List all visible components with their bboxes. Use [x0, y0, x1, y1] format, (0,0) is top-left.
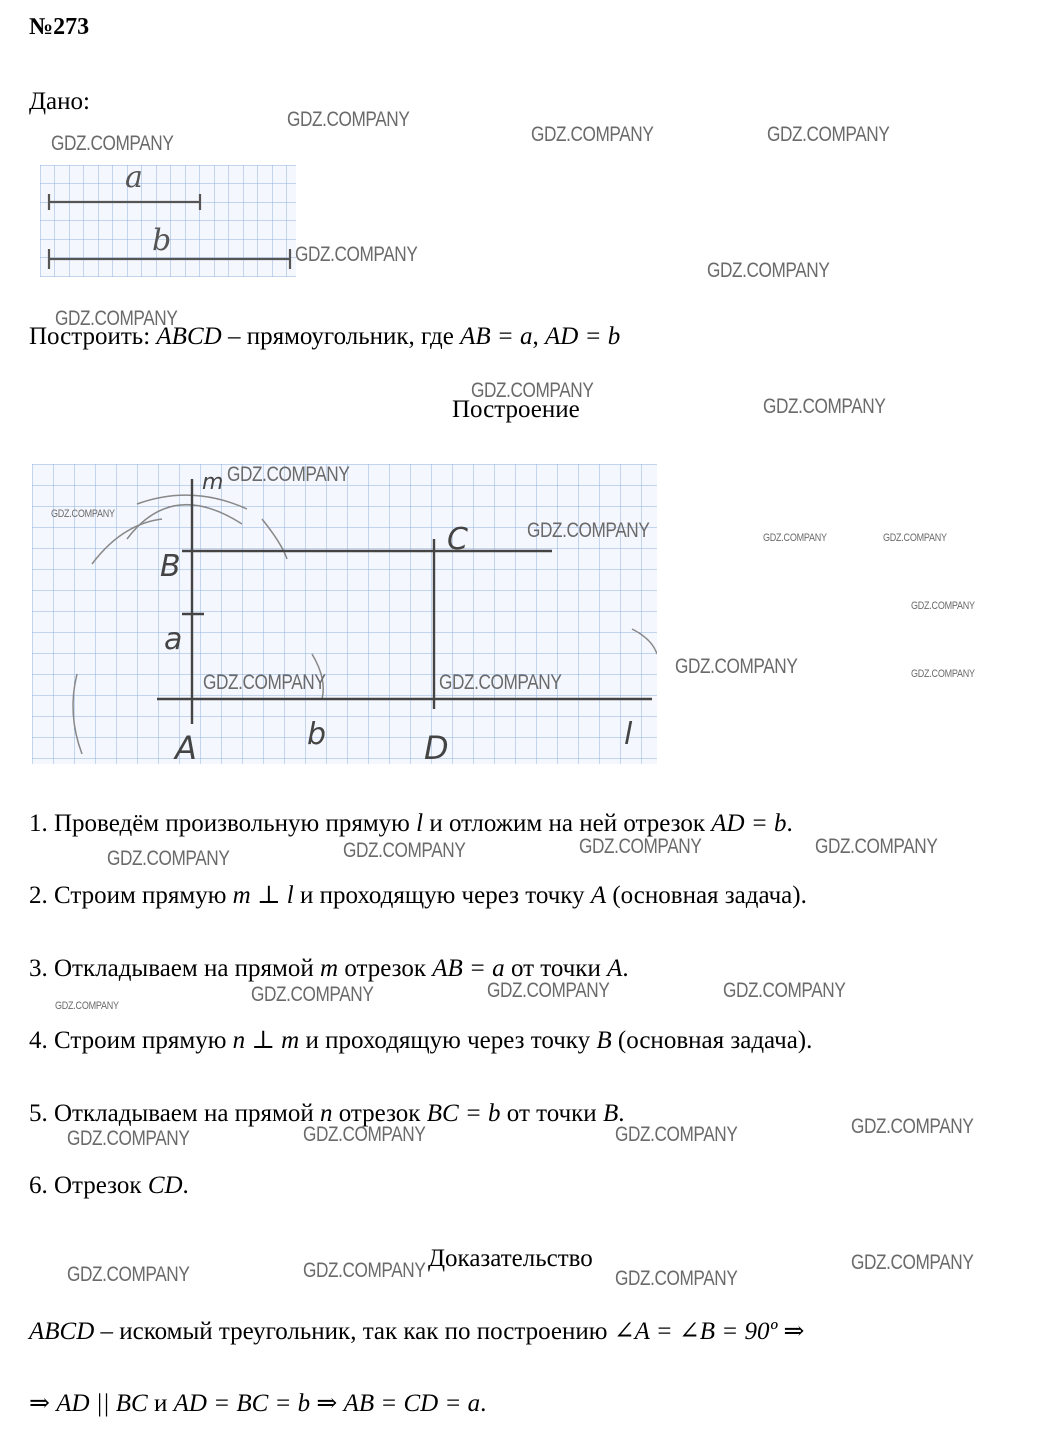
watermark: GDZ.COMPANY	[67, 1127, 190, 1150]
label-l: l	[624, 717, 633, 752]
watermark: GDZ.COMPANY	[227, 463, 350, 486]
construct-comma: ,	[532, 323, 546, 350]
watermark: GDZ.COMPANY	[851, 1115, 974, 1138]
watermark: GDZ.COMPANY	[67, 1263, 190, 1286]
watermark: GDZ.COMPANY	[851, 1251, 974, 1274]
watermark: GDZ.COMPANY	[911, 668, 975, 680]
watermark: GDZ.COMPANY	[527, 519, 650, 542]
label-B: B	[160, 549, 181, 584]
watermark: GDZ.COMPANY	[295, 243, 418, 266]
watermark: GDZ.COMPANY	[303, 1123, 426, 1146]
construction-figure	[32, 464, 657, 764]
watermark: GDZ.COMPANY	[55, 307, 178, 330]
given-figure	[40, 165, 296, 277]
watermark: GDZ.COMPANY	[675, 655, 798, 678]
watermark: GDZ.COMPANY	[55, 1000, 119, 1012]
proof-title: Доказательство	[428, 1245, 593, 1272]
watermark: GDZ.COMPANY	[707, 259, 830, 282]
construction-title: Построение	[452, 396, 580, 423]
step-4: 4. Строим прямую n ⊥ m и проходящую через точку B (основная задача).	[29, 1027, 813, 1054]
watermark: GDZ.COMPANY	[579, 835, 702, 858]
label-b: b	[307, 717, 327, 752]
watermark: GDZ.COMPANY	[203, 671, 326, 694]
watermark: GDZ.COMPANY	[723, 979, 846, 1002]
step-6: 6. Отрезок CD.	[29, 1172, 189, 1199]
step-2: 2. Строим прямую m ⊥ l и проходящую через точку A (основная задача).	[29, 882, 807, 909]
watermark: GDZ.COMPANY	[767, 123, 890, 146]
proof-line-2: ⇒ AD || BC и AD = BC = b ⇒ AB = CD = a.	[29, 1390, 487, 1417]
proof-line-1: ABCD – искомый треугольник, так как по построению ∠A = ∠B = 90º ⇒	[29, 1318, 805, 1345]
construct-rect: ABCD	[156, 323, 222, 350]
construct-ab: AB = a	[460, 323, 533, 350]
given-label: Дано:	[29, 88, 90, 115]
watermark: GDZ.COMPANY	[107, 847, 230, 870]
watermark: GDZ.COMPANY	[51, 132, 174, 155]
watermark: GDZ.COMPANY	[471, 379, 594, 402]
construct-prefix: Построить:	[29, 323, 157, 350]
label-C: C	[447, 522, 468, 557]
watermark: GDZ.COMPANY	[763, 395, 886, 418]
problem-number: №273	[29, 14, 90, 40]
label-m: m	[202, 470, 224, 495]
watermark: GDZ.COMPANY	[911, 600, 975, 612]
step-3: 3. Откладываем на прямой m отрезок AB = a от точки A.	[29, 955, 629, 982]
watermark: GDZ.COMPANY	[615, 1123, 738, 1146]
given-seg-a-label: a	[125, 165, 143, 195]
watermark: GDZ.COMPANY	[487, 979, 610, 1002]
watermark: GDZ.COMPANY	[439, 671, 562, 694]
construct-dash: – прямоугольник, где	[221, 323, 461, 350]
watermark: GDZ.COMPANY	[343, 839, 466, 862]
watermark: GDZ.COMPANY	[883, 532, 947, 544]
watermark: GDZ.COMPANY	[763, 532, 827, 544]
label-a: a	[164, 622, 183, 657]
construct-ad: AD = b	[545, 323, 621, 350]
watermark: GDZ.COMPANY	[531, 123, 654, 146]
label-D: D	[424, 729, 449, 764]
watermark: GDZ.COMPANY	[251, 983, 374, 1006]
watermark: GDZ.COMPANY	[815, 835, 938, 858]
step-1: 1. Проведём произвольную прямую l и отложим на ней отрезок AD = b.	[29, 810, 793, 837]
step-5: 5. Откладываем на прямой n отрезок BC = b от точки B.	[29, 1100, 625, 1127]
watermark: GDZ.COMPANY	[51, 508, 115, 520]
watermark: GDZ.COMPANY	[615, 1267, 738, 1290]
given-seg-b-label: b	[152, 223, 172, 258]
watermark: GDZ.COMPANY	[287, 108, 410, 131]
watermark: GDZ.COMPANY	[303, 1259, 426, 1282]
label-A: A	[175, 729, 197, 764]
